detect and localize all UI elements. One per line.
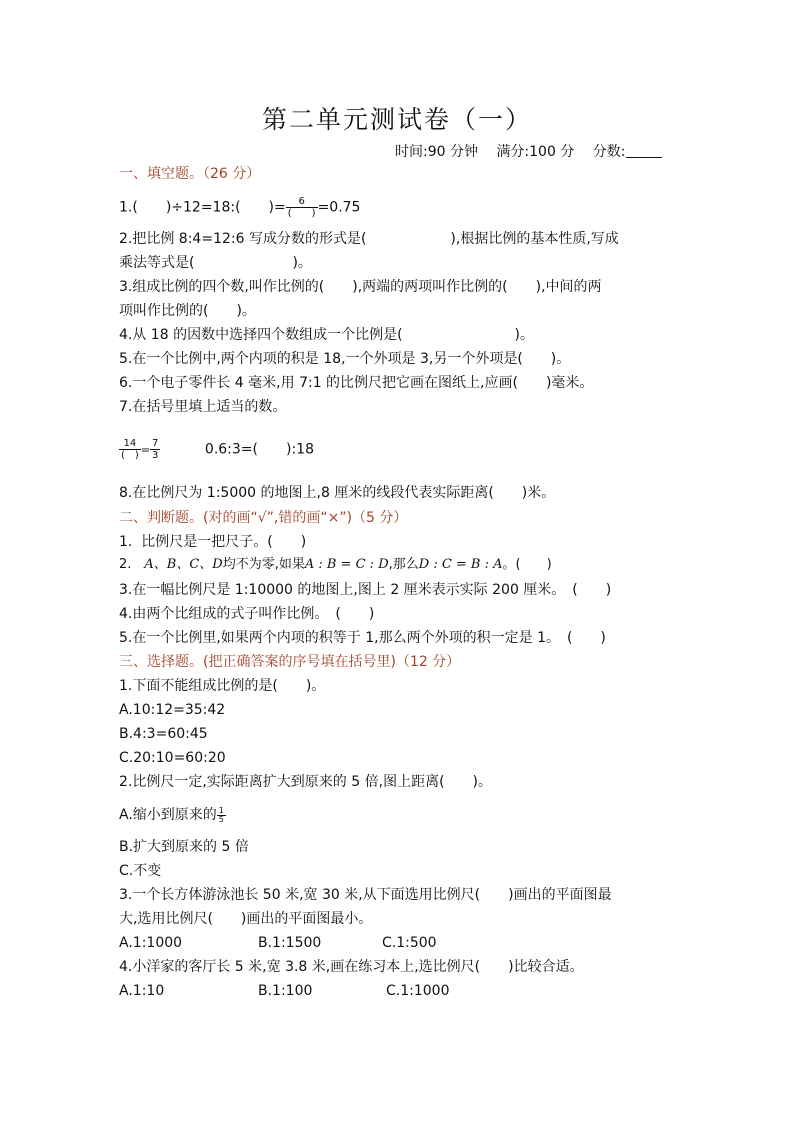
page-title: 第二单元测试卷（一） [261,105,532,134]
s2-question-1: 1. 比例尺是一把尺子。( ) [119,534,307,550]
s1-question-5: 5.在一个比例中,两个内项的积是 18,一个外项是 3,另一个外项是( )。 [119,351,571,367]
time-label: 时间:90 分钟 [395,144,478,160]
s1-q7-fraction-left: $\frac{14}{( )}$ [121,438,139,461]
s2-question-2: 2. A、B、C、D均不为零,如果A : B = C : D,那么D : C = B : A。( ) [119,557,552,572]
s1-question-7: 7.在括号里填上适当的数。 [119,399,287,415]
s1-q1-fraction: $\frac{6}{( )}$ [287,196,316,219]
s1-question-8: 8.在比例尺为 1:5000 的地图上,8 厘米的线段代表实际距离( )米。 [119,485,556,501]
s3-question-3-line1: 3.一个长方体游泳池长 50 米,宽 30 米,从下面选用比例尺( )画出的平面图最 [119,887,612,903]
section1-heading: 一、填空题。（26 分） [119,166,261,182]
s3-question-4: 4.小洋家的客厅长 5 米,宽 3.8 米,画在练习本上,选比例尺( )比较合适。 [119,959,584,975]
section3-heading: 三、选择题。(把正确答案的序号填在括号里)（12 分） [119,654,461,670]
s3-q2-option-b: B.扩大到原来的 5 倍 [119,839,249,855]
s2-question-3: 3.在一幅比例尺是 1:10000 的地图上,图上 2 厘米表示实际 200 厘米。 ( ) [119,582,612,598]
s3-question-2: 2.比例尺一定,实际距离扩大到原来的 5 倍,图上距离( )。 [119,774,492,790]
s3-q3-option-c: C.1:500 [382,935,437,951]
s3-q1-option-c: C.20:10=60:20 [119,750,226,766]
s2-question-5: 5.在一个比例里,如果两个内项的积等于 1,那么两个外项的积一定是 1。 ( ) [119,630,606,646]
s1-question-4: 4.从 18 的因数中选择四个数组成一个比例是( )。 [119,327,534,343]
full-score-label: 满分:100 分 [496,144,575,160]
s3-q2-option-a: A.缩小到原来的 $\frac{1}{5}$ [119,805,224,824]
s3-q3-option-a: A.1:1000 [119,935,183,951]
s1-question-7-items: $\frac{14}{( )}$ = $\frac{7}{3}$ 0.6:3=( ):18 [121,438,314,461]
s1-question-2-line2: 乘法等式是( )。 [119,255,312,271]
exam-meta [395,141,662,161]
score-label: 分数: [592,144,626,160]
score-blank [626,143,662,158]
s3-q3-option-b: B.1:1500 [258,935,322,951]
s3-question-3-line2: 大,选用比例尺( )画出的平面图最小。 [119,911,373,927]
s1-question-6: 6.一个电子零件长 4 毫米,用 7:1 的比例尺把它画在图纸上,应画( )毫米。 [119,375,594,391]
s1-question-1: 1.( )÷12=18:( )= $\frac{6}{( )}$ =0.75 [119,196,361,219]
s3-q4-option-a: A.1:10 [119,983,165,999]
s3-q4-option-c: C.1:1000 [386,983,450,999]
s1-question-3-line2: 项叫作比例的( )。 [119,303,256,319]
s3-q1-option-b: B.4:3=60:45 [119,726,208,742]
s3-question-1: 1.下面不能组成比例的是( )。 [119,678,326,694]
s1-question-2-line1: 2.把比例 8:4=12:6 写成分数的形式是( ),根据比例的基本性质,写成 [119,231,619,247]
s3-q4-option-b: B.1:100 [258,983,313,999]
s1-q7-fraction-right: $\frac{7}{3}$ [152,438,159,461]
s2-question-4: 4.由两个比组成的式子叫作比例。 ( ) [119,606,375,622]
s3-q2-option-c: C.不变 [119,863,162,879]
s3-q1-option-a: A.10:12=35:42 [119,702,226,718]
section2-heading: 二、判断题。(对的画“√”,错的画“×”)（5 分） [119,510,408,526]
s1-question-3-line1: 3.组成比例的四个数,叫作比例的( ),两端的两项叫作比例的( ),中间的两 [119,279,602,295]
s3-q2-fraction: $\frac{1}{5}$ [218,805,224,824]
